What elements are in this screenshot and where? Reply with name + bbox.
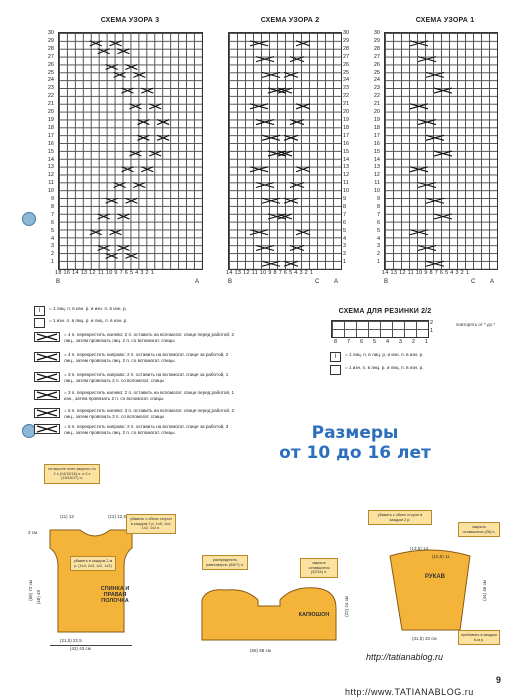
row-number: 3 bbox=[50, 243, 54, 250]
knit-symbol: I bbox=[330, 352, 341, 362]
cable-cross-mark bbox=[268, 151, 286, 156]
cable-cross-mark bbox=[110, 41, 122, 46]
cable-cross-mark bbox=[410, 167, 428, 172]
rib-legend-1 bbox=[330, 352, 423, 362]
cable-cross-mark bbox=[426, 261, 444, 266]
cable-cross-mark bbox=[157, 135, 169, 140]
row-number: 5 bbox=[50, 227, 54, 234]
row-number: 16 bbox=[47, 140, 54, 147]
cable-cross-mark bbox=[157, 120, 169, 125]
row-number: 27 bbox=[47, 53, 54, 60]
row-number: 7 bbox=[343, 211, 347, 218]
row-number: 20 bbox=[47, 109, 54, 116]
legend-text: = 5 п. перекрестить налево: 3 п. оставить на вспомогат. спице перед работой, 2 лиц., затем провязать 3 п. со вспомогат. спицы bbox=[64, 408, 235, 419]
row-number: 17 bbox=[373, 132, 380, 139]
cable-cross-mark bbox=[426, 72, 444, 77]
row-number: 18 bbox=[373, 124, 380, 131]
top-measure-2: (12) 12,5 bbox=[108, 514, 127, 519]
cable-cross-mark bbox=[117, 49, 129, 54]
row-number: 3 bbox=[376, 243, 380, 250]
row-number: 6 bbox=[50, 219, 54, 226]
row-number: 9 bbox=[50, 196, 54, 203]
cable-cross-mark bbox=[106, 64, 118, 69]
cable-cross-mark bbox=[149, 151, 161, 156]
sleeve-top-measure: (13,5) 14 bbox=[410, 546, 429, 551]
rib-legend-text-2: = 1 изн. п. в лиц. р. и лиц. п. в изн. р. bbox=[345, 365, 424, 370]
row-number: 12 bbox=[47, 172, 54, 179]
legend-text: = 1 лиц. п. в изн. р. и изн. п. в изн. р. bbox=[49, 306, 127, 311]
cable-cross-mark bbox=[256, 120, 274, 125]
row-number: 4 bbox=[376, 235, 380, 242]
chart1-letter-a: A bbox=[490, 279, 495, 285]
legend-text: = 1 изн. п. в лиц. р. и лиц. п. в изн. р. bbox=[49, 318, 128, 323]
row-number: 22 bbox=[47, 93, 54, 100]
cable-cross-mark bbox=[256, 183, 274, 188]
cable-cross-mark bbox=[125, 64, 137, 69]
row-number: 18 bbox=[343, 124, 350, 131]
row-number: 24 bbox=[47, 77, 54, 84]
cable-cross-mark bbox=[262, 72, 280, 77]
rib-legend-text-1: = 1 лиц. п. в лиц. р. и изн. п. в изн. р. bbox=[345, 352, 424, 357]
legend-item bbox=[34, 424, 234, 435]
row-number: 26 bbox=[373, 61, 380, 68]
cable-cross-mark bbox=[98, 214, 110, 219]
cable-cross-mark bbox=[250, 167, 268, 172]
row-number: 8 bbox=[50, 203, 54, 210]
cable-cross-mark bbox=[90, 41, 102, 46]
cable-cross-mark bbox=[290, 183, 304, 188]
row-number: 3 bbox=[343, 243, 347, 250]
cable-cross-mark bbox=[250, 104, 268, 109]
row-number: 2 bbox=[343, 251, 347, 258]
chart2-cols: 14 13 12 11 10 9 8 7 6 5 4 3 2 1 bbox=[226, 270, 314, 276]
row-number: 15 bbox=[343, 148, 350, 155]
cable-cross-mark bbox=[410, 41, 428, 46]
row-number: 11 bbox=[343, 180, 349, 187]
cable-cross-mark bbox=[426, 198, 444, 203]
row-number: 25 bbox=[373, 69, 380, 76]
sleeve-width: (31,5) 33 см bbox=[412, 636, 437, 641]
chart1-letter-b: B bbox=[384, 279, 389, 285]
cable-cross-mark bbox=[110, 230, 122, 235]
back-width-line bbox=[50, 645, 132, 646]
row-number: 1 bbox=[50, 259, 54, 266]
row-number: 16 bbox=[343, 140, 350, 147]
row-number: 25 bbox=[47, 69, 54, 76]
row-number: 6 bbox=[376, 219, 380, 226]
cable-cross-mark bbox=[296, 41, 310, 46]
stitch-symbol-icon bbox=[34, 408, 60, 418]
row-number: 11 bbox=[374, 180, 380, 187]
chart-cross-marks bbox=[0, 0, 518, 300]
row-number: 8 bbox=[376, 203, 380, 210]
row-number: 9 bbox=[376, 196, 380, 203]
row-number: 26 bbox=[47, 61, 54, 68]
row-number: 29 bbox=[373, 37, 380, 44]
back-height: (68) 72 см bbox=[28, 580, 33, 601]
footer-url[interactable]: http://www.TATIANABLOG.ru bbox=[345, 687, 474, 697]
cable-cross-mark bbox=[117, 245, 129, 250]
sleeve-top-measure-2: (10,5) 11 bbox=[432, 554, 450, 559]
legend-text: = 3 п. перекрестить налево: 2 п. оставить на вспомогат. спице перед работой, 1 изн., затем провязать 2 п. со вспомогат. спицы bbox=[64, 390, 235, 401]
hood-width: (66) 68 см bbox=[250, 648, 271, 653]
back-height-2: (48) 49 bbox=[36, 590, 41, 605]
legend-item bbox=[34, 372, 234, 383]
chart1-cols: 14 13 12 11 10 9 8 7 6 5 4 3 2 1 bbox=[382, 270, 470, 276]
cable-cross-mark bbox=[133, 72, 145, 77]
cable-cross-mark bbox=[284, 198, 298, 203]
cable-cross-mark bbox=[262, 261, 280, 266]
cable-cross-mark bbox=[250, 41, 268, 46]
legend-text: = 3 п. перекрестить направо: 2 п. оставить на вспомогат. спице за работой, 1 лиц., затем провязать 2 п. со вспомогат. спицы bbox=[64, 372, 229, 383]
cable-cross-mark bbox=[418, 183, 436, 188]
legend-item bbox=[34, 408, 234, 419]
row-number: 28 bbox=[47, 45, 54, 52]
cable-cross-mark bbox=[410, 104, 428, 109]
row-number: 26 bbox=[343, 61, 350, 68]
chart1-title: СХЕМА УЗОРА 1 bbox=[415, 17, 475, 24]
chart2-letter-a: A bbox=[334, 279, 339, 285]
cable-cross-mark bbox=[98, 49, 110, 54]
cable-cross-mark bbox=[410, 230, 428, 235]
row-number: 1 bbox=[343, 259, 347, 266]
row-number: 7 bbox=[50, 211, 54, 218]
sizes-title bbox=[250, 423, 460, 463]
cable-cross-mark bbox=[262, 135, 280, 140]
cable-cross-mark bbox=[137, 120, 149, 125]
row-number: 14 bbox=[343, 156, 350, 163]
chart1-letter-c: C bbox=[471, 279, 476, 285]
row-number: 28 bbox=[373, 45, 380, 52]
rib-repeat-note: повторять от * до * bbox=[456, 322, 496, 327]
cable-cross-mark bbox=[418, 57, 436, 62]
cable-cross-mark bbox=[290, 245, 304, 250]
cable-cross-mark bbox=[296, 104, 310, 109]
chart3-title: СХЕМА УЗОРА 3 bbox=[100, 17, 160, 24]
top-measure-1: (11) 12 bbox=[60, 514, 74, 519]
row-number: 15 bbox=[47, 148, 54, 155]
cable-cross-mark bbox=[284, 72, 298, 77]
row-number: 24 bbox=[373, 77, 380, 84]
cable-cross-mark bbox=[149, 104, 161, 109]
hood-top-note: закрыть оставшиеся (32/34) п. bbox=[300, 558, 338, 578]
row-number: 23 bbox=[343, 85, 350, 92]
cable-cross-mark bbox=[114, 72, 126, 77]
hood-side-note: распределить равномерно (5/6/7) п. bbox=[202, 555, 248, 570]
cable-cross-mark bbox=[284, 261, 298, 266]
purl-symbol bbox=[330, 365, 341, 375]
cable-cross-mark bbox=[296, 230, 310, 235]
row-number: 10 bbox=[373, 188, 380, 195]
legend-text: = 5 п. перекрестить направо: 2 п. оставить на вспомогат. спице за работой, 3 лиц., затем провязать лиц. 2 п. со вспомогат. спицы bbox=[64, 424, 229, 435]
row-number: 15 bbox=[373, 148, 380, 155]
cable-cross-mark bbox=[90, 230, 102, 235]
row-number: 24 bbox=[343, 77, 350, 84]
row-number: 28 bbox=[343, 45, 350, 52]
back-width-2: (21,5) 22,5 bbox=[60, 638, 82, 643]
cable-cross-mark bbox=[268, 88, 286, 93]
row-number: 19 bbox=[47, 116, 54, 123]
back-piece-label: СПИНКА И ПРАВАЯ ПОЛОЧКА bbox=[100, 586, 130, 604]
row-number: 21 bbox=[373, 101, 380, 108]
side-tab-icon bbox=[22, 212, 36, 226]
sleeve-label: РУКАВ bbox=[425, 574, 445, 580]
legend-item bbox=[34, 318, 127, 328]
back-width: (42) 43 см bbox=[70, 646, 91, 651]
rib-row-1: 1 bbox=[430, 328, 434, 334]
row-number: 27 bbox=[373, 53, 380, 60]
hood-height: (22) 24 см bbox=[344, 596, 349, 617]
row-number: 14 bbox=[373, 156, 380, 163]
cable-cross-mark bbox=[141, 167, 153, 172]
rib-cols: 8 7 6 5 4 3 2 1 bbox=[334, 339, 433, 345]
cable-cross-mark bbox=[122, 88, 134, 93]
row-number: 13 bbox=[373, 164, 380, 171]
chart2-letter-b: B bbox=[228, 279, 233, 285]
row-number: 10 bbox=[47, 188, 54, 195]
chart2-title: СХЕМА УЗОРА 2 bbox=[260, 17, 320, 24]
cable-cross-mark bbox=[125, 253, 137, 258]
legend-item bbox=[34, 332, 234, 343]
cable-cross-mark bbox=[137, 135, 149, 140]
row-number: 20 bbox=[343, 109, 350, 116]
cable-cross-mark bbox=[129, 151, 141, 156]
cable-cross-mark bbox=[290, 120, 304, 125]
cable-cross-mark bbox=[98, 245, 110, 250]
row-number: 5 bbox=[343, 227, 347, 234]
row-number: 22 bbox=[373, 93, 380, 100]
row-number: 12 bbox=[343, 172, 350, 179]
row-number: 1 bbox=[376, 259, 380, 266]
row-number: 29 bbox=[343, 37, 350, 44]
row-number: 9 bbox=[343, 196, 347, 203]
sleeve-dec-note: убавить с обеих сторон в каждом 2 р. bbox=[368, 510, 432, 525]
cable-cross-mark bbox=[290, 57, 304, 62]
row-number: 13 bbox=[47, 164, 54, 171]
cable-cross-mark bbox=[141, 88, 153, 93]
chart2-letter-c: C bbox=[315, 279, 320, 285]
chart3-cols: 18 16 14 13 12 11 10 9 7 6 5 4 3 2 1 bbox=[55, 270, 155, 276]
neck-note: убавить с обеих сторон в каждом 2 р. 1x5, 1x4, 1x2, 1x2 п. bbox=[126, 514, 176, 534]
sizes-title-line2: от 10 до 16 лет bbox=[279, 443, 431, 463]
row-number: 23 bbox=[373, 85, 380, 92]
row-number: 18 bbox=[47, 124, 54, 131]
hood-label: КАПЮШОН bbox=[298, 612, 330, 618]
row-number: 8 bbox=[343, 203, 347, 210]
blog-url[interactable]: http://tatianablog.ru bbox=[366, 652, 444, 662]
two-cm-measure: 2 см bbox=[28, 530, 38, 535]
cable-cross-mark bbox=[268, 214, 286, 219]
cable-cross-mark bbox=[418, 245, 436, 250]
cable-cross-mark bbox=[250, 230, 268, 235]
row-number: 21 bbox=[47, 101, 54, 108]
rib-title: СХЕМА ДЛЯ РЕЗИНКИ 2/2 bbox=[338, 308, 432, 315]
stitch-symbol-icon bbox=[34, 332, 60, 342]
cable-cross-mark bbox=[114, 183, 126, 188]
legend-text: = 4 п. перекрестить направо: 2 п. оставить на вспомогат. спице за работой, 2 лиц., затем провязать лиц. 2 п. со вспомогат. спицы bbox=[64, 352, 229, 363]
cable-cross-mark bbox=[256, 245, 274, 250]
rib-grid bbox=[331, 320, 429, 338]
rib-legend-2 bbox=[330, 365, 423, 375]
cable-cross-mark bbox=[284, 135, 298, 140]
legend-item bbox=[34, 352, 234, 363]
cable-cross-mark bbox=[434, 214, 452, 219]
row-number: 4 bbox=[50, 235, 54, 242]
row-number: 30 bbox=[373, 30, 380, 36]
stitch-symbol-icon bbox=[34, 372, 60, 382]
row-number: 13 bbox=[343, 164, 350, 171]
stitch-symbol-icon: I bbox=[34, 306, 45, 316]
row-number: 2 bbox=[50, 251, 54, 258]
cable-cross-mark bbox=[106, 253, 118, 258]
row-number: 22 bbox=[343, 93, 350, 100]
row-number: 11 bbox=[48, 180, 54, 187]
cable-cross-mark bbox=[434, 151, 452, 156]
stitch-symbol-icon bbox=[34, 318, 45, 328]
cable-cross-mark bbox=[117, 214, 129, 219]
sleeve-top-note: закрыть оставшиеся (26) п. bbox=[458, 522, 500, 537]
row-number: 12 bbox=[373, 172, 380, 179]
row-number: 19 bbox=[373, 116, 380, 123]
row-number: 5 bbox=[376, 227, 380, 234]
row-number: 19 bbox=[343, 116, 350, 123]
row-number: 21 bbox=[343, 101, 350, 108]
row-number: 16 bbox=[373, 140, 380, 147]
row-number: 14 bbox=[47, 156, 54, 163]
cable-cross-mark bbox=[122, 167, 134, 172]
sleeve-inc-note: прибавить в каждом 6-м р. bbox=[458, 630, 500, 645]
sizes-title-line1: Размеры bbox=[311, 423, 399, 443]
row-number: 7 bbox=[376, 211, 380, 218]
row-number: 20 bbox=[373, 109, 380, 116]
cable-cross-mark bbox=[106, 198, 118, 203]
sleeve-shape bbox=[380, 540, 480, 640]
chart3-letter-a: A bbox=[195, 279, 200, 285]
cable-cross-mark bbox=[418, 120, 436, 125]
row-number: 27 bbox=[343, 53, 350, 60]
legend-item bbox=[34, 306, 127, 316]
legend-item bbox=[34, 390, 234, 401]
cable-cross-mark bbox=[125, 198, 137, 203]
row-number: 4 bbox=[343, 235, 347, 242]
shoulder-note: на высоте плеч закрыть по 2 х (14/15/16) п. и 2 х (15/16/17) п. bbox=[44, 464, 100, 484]
rib-row-2: 2 bbox=[430, 320, 434, 326]
sleeve-height: (44) 46 см bbox=[482, 580, 487, 601]
cable-cross-mark bbox=[434, 88, 452, 93]
chart3-letter-b: B bbox=[56, 279, 61, 285]
back-piece-shape bbox=[40, 520, 150, 640]
cable-cross-mark bbox=[129, 104, 141, 109]
cable-cross-mark bbox=[256, 57, 274, 62]
stitch-symbol-icon bbox=[34, 424, 60, 434]
cable-cross-mark bbox=[426, 135, 444, 140]
stitch-symbol-icon bbox=[34, 390, 60, 400]
row-number: 6 bbox=[343, 219, 347, 226]
row-number: 10 bbox=[343, 188, 350, 195]
row-number: 2 bbox=[376, 251, 380, 258]
row-number: 30 bbox=[47, 30, 54, 36]
row-number: 29 bbox=[47, 37, 54, 44]
row-number: 17 bbox=[343, 132, 350, 139]
row-number: 25 bbox=[343, 69, 350, 76]
cable-cross-mark bbox=[262, 198, 280, 203]
armhole-note: убавить в каждом 2-м р. (1x4, 2x3, 1x2, 1x2) bbox=[70, 556, 116, 571]
cable-cross-mark bbox=[133, 183, 145, 188]
stitch-symbol-icon bbox=[34, 352, 60, 362]
page-number: 9 bbox=[496, 675, 502, 685]
cable-cross-mark bbox=[296, 167, 310, 172]
legend-text: = 4 п. перекрестить налево: 2 п. оставить на вспомогат. спице перед работой, 2 лиц., затем провязать лиц. 2 п. со вспомогат. спицы bbox=[64, 332, 235, 343]
row-number: 17 bbox=[47, 132, 54, 139]
row-number: 30 bbox=[343, 30, 350, 36]
row-number: 23 bbox=[47, 85, 54, 92]
